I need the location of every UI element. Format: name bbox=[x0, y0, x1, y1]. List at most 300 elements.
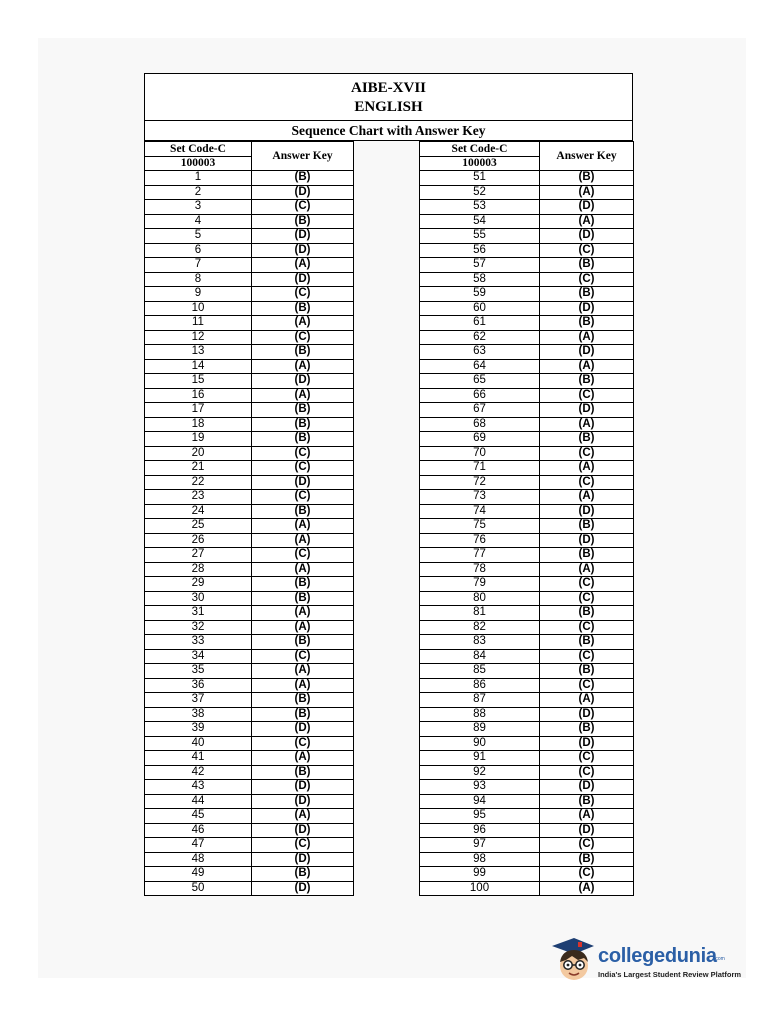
table-row bbox=[420, 823, 634, 838]
question-number: 78 bbox=[420, 562, 540, 577]
question-number: 73 bbox=[420, 490, 540, 505]
question-number: 32 bbox=[145, 620, 252, 635]
question-number: 33 bbox=[145, 635, 252, 650]
table-row bbox=[420, 852, 634, 867]
question-number: 74 bbox=[420, 504, 540, 519]
answer-option: (D) bbox=[540, 345, 634, 360]
table-row bbox=[420, 577, 634, 592]
question-number: 58 bbox=[420, 272, 540, 287]
question-number: 38 bbox=[145, 707, 252, 722]
question-number: 27 bbox=[145, 548, 252, 563]
question-number: 83 bbox=[420, 635, 540, 650]
question-number: 77 bbox=[420, 548, 540, 563]
answer-option: (B) bbox=[252, 707, 354, 722]
question-number: 3 bbox=[145, 200, 252, 215]
answer-option: (C) bbox=[252, 461, 354, 476]
table-row bbox=[420, 461, 634, 476]
table-row bbox=[420, 345, 634, 360]
question-number: 67 bbox=[420, 403, 540, 418]
table-row bbox=[145, 417, 354, 432]
question-number: 8 bbox=[145, 272, 252, 287]
question-number: 59 bbox=[420, 287, 540, 302]
table-row bbox=[420, 678, 634, 693]
answer-option: (A) bbox=[252, 751, 354, 766]
answer-option: (A) bbox=[252, 678, 354, 693]
question-number: 30 bbox=[145, 591, 252, 606]
table-row bbox=[145, 823, 354, 838]
answer-option: (D) bbox=[540, 707, 634, 722]
table-row bbox=[420, 838, 634, 853]
question-number: 22 bbox=[145, 475, 252, 490]
table-row bbox=[420, 229, 634, 244]
answer-option: (B) bbox=[540, 171, 634, 186]
answer-option: (D) bbox=[252, 823, 354, 838]
question-number: 55 bbox=[420, 229, 540, 244]
question-number: 39 bbox=[145, 722, 252, 737]
table-row bbox=[420, 272, 634, 287]
table-row bbox=[420, 664, 634, 679]
answer-table-left bbox=[144, 141, 354, 896]
answer-option: (B) bbox=[252, 635, 354, 650]
answer-option: (D) bbox=[252, 852, 354, 867]
answer-option: (A) bbox=[252, 388, 354, 403]
table-row bbox=[420, 490, 634, 505]
question-number: 25 bbox=[145, 519, 252, 534]
table-row bbox=[145, 272, 354, 287]
question-number: 61 bbox=[420, 316, 540, 331]
table-row bbox=[420, 881, 634, 896]
question-number: 76 bbox=[420, 533, 540, 548]
table-row bbox=[420, 417, 634, 432]
answer-option: (A) bbox=[540, 185, 634, 200]
table-row bbox=[145, 780, 354, 795]
table-row bbox=[420, 649, 634, 664]
answer-option: (B) bbox=[540, 722, 634, 737]
table-row bbox=[420, 200, 634, 215]
answer-option: (B) bbox=[252, 591, 354, 606]
table-row bbox=[420, 374, 634, 389]
answer-option: (B) bbox=[540, 794, 634, 809]
question-number: 35 bbox=[145, 664, 252, 679]
answer-option: (B) bbox=[252, 171, 354, 186]
answer-option: (B) bbox=[540, 316, 634, 331]
question-number: 28 bbox=[145, 562, 252, 577]
answer-option: (A) bbox=[540, 330, 634, 345]
set-code-label: Set Code-C bbox=[145, 142, 252, 157]
table-row bbox=[420, 316, 634, 331]
table-row bbox=[145, 620, 354, 635]
table-row bbox=[145, 258, 354, 273]
table-row bbox=[145, 171, 354, 186]
table-row bbox=[145, 562, 354, 577]
answer-option: (D) bbox=[252, 229, 354, 244]
question-number: 36 bbox=[145, 678, 252, 693]
exam-title: AIBE-XVII bbox=[350, 80, 426, 96]
question-number: 100 bbox=[420, 881, 540, 896]
question-number: 52 bbox=[420, 185, 540, 200]
question-number: 23 bbox=[145, 490, 252, 505]
table-row bbox=[420, 214, 634, 229]
question-number: 47 bbox=[145, 838, 252, 853]
question-number: 6 bbox=[145, 243, 252, 258]
question-number: 90 bbox=[420, 736, 540, 751]
answer-option: (B) bbox=[540, 635, 634, 650]
table-row bbox=[420, 533, 634, 548]
table-row bbox=[420, 243, 634, 258]
answer-option: (B) bbox=[540, 432, 634, 447]
answer-option: (B) bbox=[252, 765, 354, 780]
question-number: 68 bbox=[420, 417, 540, 432]
question-number: 97 bbox=[420, 838, 540, 853]
question-number: 56 bbox=[420, 243, 540, 258]
answer-option: (C) bbox=[540, 446, 634, 461]
question-number: 64 bbox=[420, 359, 540, 374]
table-row bbox=[420, 475, 634, 490]
answer-option: (B) bbox=[252, 577, 354, 592]
question-number: 86 bbox=[420, 678, 540, 693]
exam-language: ENGLISH bbox=[354, 99, 423, 115]
set-code-value: 100003 bbox=[145, 157, 252, 171]
table-row bbox=[145, 374, 354, 389]
table-row bbox=[145, 577, 354, 592]
table-row bbox=[420, 446, 634, 461]
table-row bbox=[420, 548, 634, 563]
question-number: 53 bbox=[420, 200, 540, 215]
question-number: 79 bbox=[420, 577, 540, 592]
question-number: 31 bbox=[145, 606, 252, 621]
answer-option: (C) bbox=[252, 736, 354, 751]
table-row bbox=[145, 693, 354, 708]
question-number: 66 bbox=[420, 388, 540, 403]
table-row bbox=[145, 446, 354, 461]
answer-option: (B) bbox=[540, 258, 634, 273]
answer-columns bbox=[144, 141, 633, 898]
table-row bbox=[145, 475, 354, 490]
answer-option: (B) bbox=[540, 374, 634, 389]
table-row bbox=[145, 881, 354, 896]
question-number: 42 bbox=[145, 765, 252, 780]
question-number: 26 bbox=[145, 533, 252, 548]
brand-tagline: India's Largest Student Review Platform bbox=[598, 970, 742, 979]
answer-option: (D) bbox=[252, 272, 354, 287]
table-row bbox=[145, 200, 354, 215]
question-number: 96 bbox=[420, 823, 540, 838]
table-row bbox=[420, 591, 634, 606]
answer-option: (B) bbox=[540, 852, 634, 867]
question-number: 60 bbox=[420, 301, 540, 316]
table-row bbox=[420, 635, 634, 650]
answer-option: (A) bbox=[540, 562, 634, 577]
table-row bbox=[420, 287, 634, 302]
question-number: 12 bbox=[145, 330, 252, 345]
question-number: 93 bbox=[420, 780, 540, 795]
answer-option: (D) bbox=[540, 403, 634, 418]
table-row bbox=[145, 591, 354, 606]
table-row bbox=[420, 504, 634, 519]
answer-option: (A) bbox=[252, 316, 354, 331]
answer-option: (C) bbox=[252, 200, 354, 215]
question-number: 16 bbox=[145, 388, 252, 403]
answer-option: (C) bbox=[540, 751, 634, 766]
question-number: 63 bbox=[420, 345, 540, 360]
answer-option: (C) bbox=[252, 548, 354, 563]
question-number: 9 bbox=[145, 287, 252, 302]
question-number: 44 bbox=[145, 794, 252, 809]
question-number: 2 bbox=[145, 185, 252, 200]
question-number: 45 bbox=[145, 809, 252, 824]
answer-option: (B) bbox=[252, 403, 354, 418]
answer-option: (A) bbox=[540, 461, 634, 476]
answer-option: (D) bbox=[540, 533, 634, 548]
answer-option: (D) bbox=[540, 504, 634, 519]
question-number: 21 bbox=[145, 461, 252, 476]
question-number: 99 bbox=[420, 867, 540, 882]
question-number: 75 bbox=[420, 519, 540, 534]
answer-option: (A) bbox=[252, 359, 354, 374]
table-row bbox=[145, 649, 354, 664]
answer-option: (C) bbox=[540, 591, 634, 606]
table-row bbox=[145, 707, 354, 722]
table-row bbox=[145, 403, 354, 418]
question-number: 82 bbox=[420, 620, 540, 635]
table-row bbox=[145, 852, 354, 867]
table-row bbox=[145, 751, 354, 766]
answer-option: (B) bbox=[252, 867, 354, 882]
question-number: 91 bbox=[420, 751, 540, 766]
table-row bbox=[420, 359, 634, 374]
question-number: 72 bbox=[420, 475, 540, 490]
answer-option: (A) bbox=[540, 214, 634, 229]
title-box bbox=[144, 73, 633, 121]
table-row bbox=[420, 562, 634, 577]
answer-option: (B) bbox=[252, 345, 354, 360]
table-row bbox=[420, 620, 634, 635]
table-row bbox=[420, 403, 634, 418]
answer-option: (D) bbox=[252, 475, 354, 490]
table-row bbox=[145, 635, 354, 650]
table-row bbox=[420, 780, 634, 795]
answer-option: (C) bbox=[540, 475, 634, 490]
question-number: 15 bbox=[145, 374, 252, 389]
table-row bbox=[145, 287, 354, 302]
question-number: 14 bbox=[145, 359, 252, 374]
answer-option: (D) bbox=[252, 374, 354, 389]
answer-option: (C) bbox=[540, 388, 634, 403]
question-number: 19 bbox=[145, 432, 252, 447]
answer-option: (A) bbox=[540, 809, 634, 824]
question-number: 43 bbox=[145, 780, 252, 795]
table-row bbox=[145, 533, 354, 548]
table-row bbox=[420, 185, 634, 200]
question-number: 95 bbox=[420, 809, 540, 824]
answer-option: (D) bbox=[252, 722, 354, 737]
question-number: 81 bbox=[420, 606, 540, 621]
answer-table-right bbox=[419, 141, 634, 896]
collegedunia-logo[interactable] bbox=[548, 934, 742, 986]
answer-option: (B) bbox=[540, 519, 634, 534]
brand-domain: .com bbox=[714, 956, 725, 962]
answer-option: (C) bbox=[540, 272, 634, 287]
answer-option: (B) bbox=[252, 432, 354, 447]
answer-option: (C) bbox=[252, 490, 354, 505]
question-number: 46 bbox=[145, 823, 252, 838]
table-row bbox=[420, 693, 634, 708]
set-code-value: 100003 bbox=[420, 157, 540, 171]
answer-option: (C) bbox=[540, 678, 634, 693]
question-number: 48 bbox=[145, 852, 252, 867]
answer-option: (D) bbox=[540, 823, 634, 838]
table-row bbox=[420, 765, 634, 780]
answer-option: (B) bbox=[540, 287, 634, 302]
table-row bbox=[145, 316, 354, 331]
table-row bbox=[145, 229, 354, 244]
table-row bbox=[420, 707, 634, 722]
question-number: 94 bbox=[420, 794, 540, 809]
table-row bbox=[145, 838, 354, 853]
table-row bbox=[145, 678, 354, 693]
table-row bbox=[420, 794, 634, 809]
table-row bbox=[145, 664, 354, 679]
table-row bbox=[145, 214, 354, 229]
answer-option: (C) bbox=[540, 243, 634, 258]
answer-option: (D) bbox=[252, 794, 354, 809]
table-row bbox=[420, 606, 634, 621]
answer-option: (B) bbox=[540, 548, 634, 563]
answer-option: (C) bbox=[540, 649, 634, 664]
table-row bbox=[145, 388, 354, 403]
answer-option: (A) bbox=[252, 606, 354, 621]
answer-option: (D) bbox=[540, 780, 634, 795]
answer-option: (A) bbox=[252, 620, 354, 635]
set-code-label: Set Code-C bbox=[420, 142, 540, 157]
question-number: 84 bbox=[420, 649, 540, 664]
question-number: 87 bbox=[420, 693, 540, 708]
question-number: 10 bbox=[145, 301, 252, 316]
answer-option: (D) bbox=[540, 301, 634, 316]
table-row bbox=[145, 504, 354, 519]
question-number: 4 bbox=[145, 214, 252, 229]
table-row bbox=[420, 519, 634, 534]
answer-option: (C) bbox=[252, 838, 354, 853]
question-number: 37 bbox=[145, 693, 252, 708]
question-number: 49 bbox=[145, 867, 252, 882]
answer-option: (A) bbox=[252, 519, 354, 534]
question-number: 85 bbox=[420, 664, 540, 679]
answer-option: (D) bbox=[252, 780, 354, 795]
question-number: 18 bbox=[145, 417, 252, 432]
question-number: 40 bbox=[145, 736, 252, 751]
answer-option: (B) bbox=[252, 301, 354, 316]
answer-option: (C) bbox=[252, 330, 354, 345]
answer-option: (B) bbox=[252, 504, 354, 519]
question-number: 51 bbox=[420, 171, 540, 186]
table-row bbox=[420, 301, 634, 316]
question-number: 65 bbox=[420, 374, 540, 389]
answer-option: (A) bbox=[252, 533, 354, 548]
answer-option: (A) bbox=[252, 664, 354, 679]
answer-option: (B) bbox=[252, 214, 354, 229]
table-row bbox=[420, 751, 634, 766]
answer-option: (B) bbox=[252, 417, 354, 432]
table-row bbox=[145, 606, 354, 621]
table-row bbox=[145, 809, 354, 824]
answer-option: (D) bbox=[540, 200, 634, 215]
table-row bbox=[145, 794, 354, 809]
question-number: 13 bbox=[145, 345, 252, 360]
table-row bbox=[420, 388, 634, 403]
table-row bbox=[145, 243, 354, 258]
answer-option: (C) bbox=[540, 765, 634, 780]
table-row bbox=[145, 548, 354, 563]
question-number: 50 bbox=[145, 881, 252, 896]
answer-option: (A) bbox=[540, 693, 634, 708]
table-row bbox=[145, 519, 354, 534]
question-number: 17 bbox=[145, 403, 252, 418]
table-row bbox=[420, 809, 634, 824]
answer-option: (A) bbox=[540, 490, 634, 505]
question-number: 88 bbox=[420, 707, 540, 722]
chart-subtitle: Sequence Chart with Answer Key bbox=[144, 121, 633, 141]
answer-option: (A) bbox=[252, 258, 354, 273]
answer-option: (B) bbox=[540, 606, 634, 621]
answer-option: (B) bbox=[540, 664, 634, 679]
table-row bbox=[145, 185, 354, 200]
question-number: 92 bbox=[420, 765, 540, 780]
table-row bbox=[420, 867, 634, 882]
question-number: 29 bbox=[145, 577, 252, 592]
table-row bbox=[145, 736, 354, 751]
answer-option: (C) bbox=[540, 620, 634, 635]
table-row bbox=[420, 722, 634, 737]
question-number: 80 bbox=[420, 591, 540, 606]
answer-option: (A) bbox=[540, 359, 634, 374]
answer-option: (D) bbox=[252, 185, 354, 200]
question-number: 71 bbox=[420, 461, 540, 476]
question-number: 24 bbox=[145, 504, 252, 519]
student-mascot-icon bbox=[548, 934, 596, 986]
table-row bbox=[420, 432, 634, 447]
answer-option: (D) bbox=[252, 243, 354, 258]
question-number: 5 bbox=[145, 229, 252, 244]
question-number: 1 bbox=[145, 171, 252, 186]
answer-option: (D) bbox=[252, 881, 354, 896]
question-number: 7 bbox=[145, 258, 252, 273]
answer-option: (B) bbox=[252, 693, 354, 708]
answer-key-document bbox=[144, 73, 633, 898]
table-row bbox=[145, 490, 354, 505]
answer-key-header: Answer Key bbox=[252, 142, 354, 171]
question-number: 57 bbox=[420, 258, 540, 273]
table-row bbox=[145, 359, 354, 374]
question-number: 34 bbox=[145, 649, 252, 664]
answer-option: (C) bbox=[540, 838, 634, 853]
question-number: 89 bbox=[420, 722, 540, 737]
answer-rows-right bbox=[420, 171, 634, 896]
question-number: 98 bbox=[420, 852, 540, 867]
table-row bbox=[145, 765, 354, 780]
answer-option: (D) bbox=[540, 736, 634, 751]
question-number: 41 bbox=[145, 751, 252, 766]
answer-option: (C) bbox=[540, 867, 634, 882]
answer-option: (C) bbox=[252, 649, 354, 664]
table-row bbox=[145, 722, 354, 737]
table-row bbox=[420, 258, 634, 273]
table-row bbox=[145, 330, 354, 345]
answer-option: (A) bbox=[252, 809, 354, 824]
question-number: 54 bbox=[420, 214, 540, 229]
table-row bbox=[420, 171, 634, 186]
question-number: 69 bbox=[420, 432, 540, 447]
